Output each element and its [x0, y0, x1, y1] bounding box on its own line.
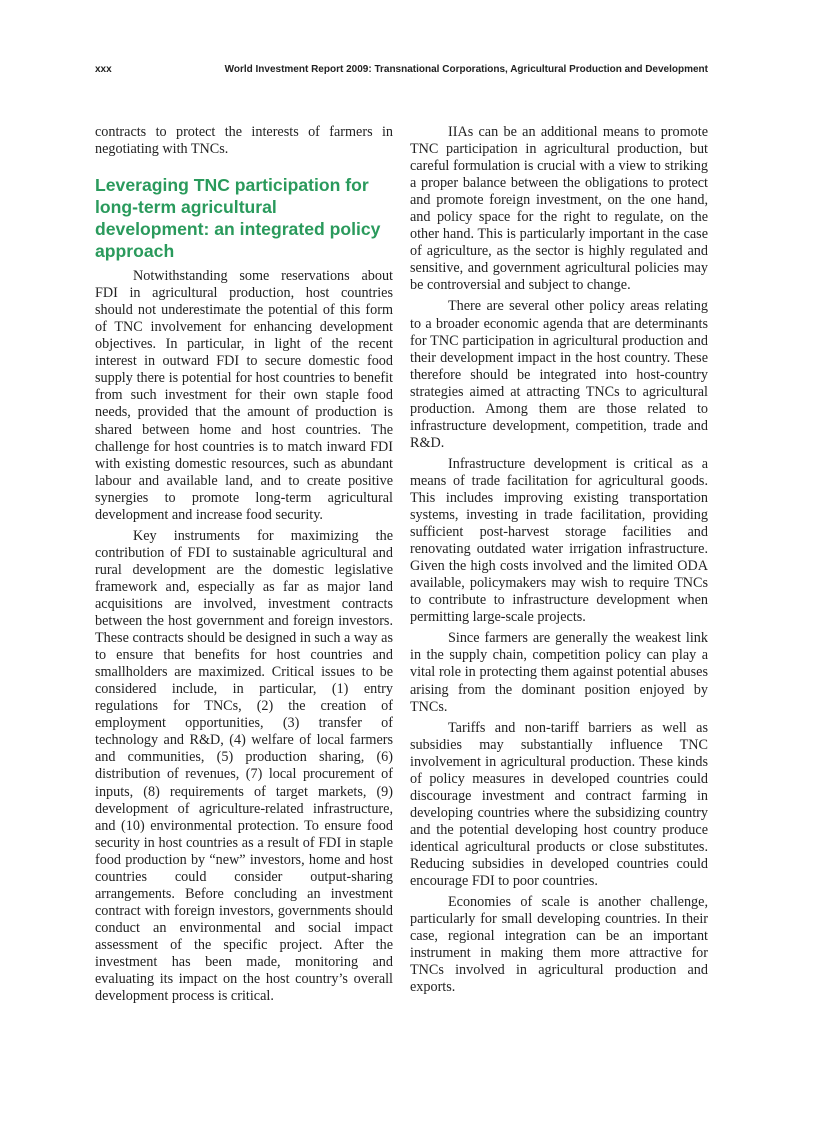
paragraph: Economies of scale is another challenge, particularly for small developing countries. In their case, regional integration can be an important instrument in making them more attractive for TNCs involved in agricultural production and exports. — [410, 894, 708, 996]
paragraph: Key instruments for maximizing the contribution of FDI to sustainable agricultural and rural development are the domestic legislative framework and, especially as far as major land acquisitions are involved, investment contracts between the host government and foreign investors. These contracts should be designed in such a way as to ensure that benefits for host countries and smallholders are maximized. Critical issues to be considered include, in particular, (1) entry regulations for TNCs, (2) the creation of employment opportunities, (3) transfer of technology and R&D, (4) welfare of local farmers and communities, (5) production sharing, (6) distribution of revenues, (7) local procurement of inputs, (8) requirements of target markets, (9) development of agriculture-related infrastructure, and (10) environmental protection. To ensure food security in host countries as a result of FDI in staple food production by “new” investors, home and host countries could consider output-sharing arrangements. Before concluding an investment contract with foreign investors, governments should conduct an environmental and social impact assessment of the specific project. After the investment has been made, monitoring and evaluating its impact on the host country’s overall development process is critical. — [95, 527, 393, 1005]
paragraph: IIAs can be an additional means to promote TNC participation in agricultural production, but careful formulation is crucial with a view to striking a proper balance between the obligations to protect and promote foreign investment, on the one hand, and policy space for the right to regulate, on the other hand. This is particularly important in the case of agriculture, as the sector is highly regulated and sensitive, and government agricultural policies may be controversial and subject to change. — [410, 124, 708, 294]
paragraph: contracts to protect the interests of farmers in negotiating with TNCs. — [95, 124, 393, 158]
paragraph: Infrastructure development is critical as a means of trade facilitation for agricultural goods. This includes improving existing transportation systems, investing in trade facilitation, providing sufficient post-harvest storage facilities and renovating outdated water irrigation infrastructure. Given the high costs involved and the limited ODA available, policymakers may wish to require TNCs to contribute to infrastructure development when permitting large-scale projects. — [410, 455, 708, 626]
left-column — [95, 124, 393, 1005]
page-number: xxx — [95, 64, 112, 75]
paragraph: Tariffs and non-tariff barriers as well as subsidies may substantially influence TNC involvement in agricultural production. These kinds of policy measures in developed countries could discourage investment and contract farming in developing countries where the subsidizing country and the potential developing host country produce identical agricultural products or close substitutes. Reducing subsidies in developed countries could encourage FDI to poor countries. — [410, 719, 708, 890]
section-heading: Leveraging TNC participation for long-term agricultural development: an integrated policy approach — [95, 175, 381, 262]
paragraph: Notwithstanding some reservations about FDI in agricultural production, host countries should not underestimate the potential of this form of TNC involvement for enhancing development objectives. In particular, in light of the recent interest in outward FDI to secure domestic food supply there is potential for host countries to benefit from such investment for their own staple food needs, provided that the amount of production is shared between home and host countries. The challenge for host countries is to match inward FDI with existing domestic resources, such as abundant labour and available land, and to create positive synergies to promote long-term agricultural development and increase food security. — [95, 268, 393, 523]
paragraph: Since farmers are generally the weakest link in the supply chain, competition policy can play a vital role in protecting them against potential abuses arising from the dominant position enjoyed by TNCs. — [410, 630, 708, 715]
running-title: World Investment Report 2009: Transnational Corporations, Agricultural Production and Development — [224, 64, 708, 75]
page-header — [95, 64, 708, 80]
right-column — [410, 124, 708, 996]
paragraph: There are several other policy areas relating to a broader economic agenda that are determinants for TNC participation in agricultural production and their development impact in the host country. These therefore should be integrated into host-country strategies aimed at attracting TNCs to agricultural production. Among them are those related to infrastructure development, competition, trade and R&D. — [410, 298, 708, 451]
